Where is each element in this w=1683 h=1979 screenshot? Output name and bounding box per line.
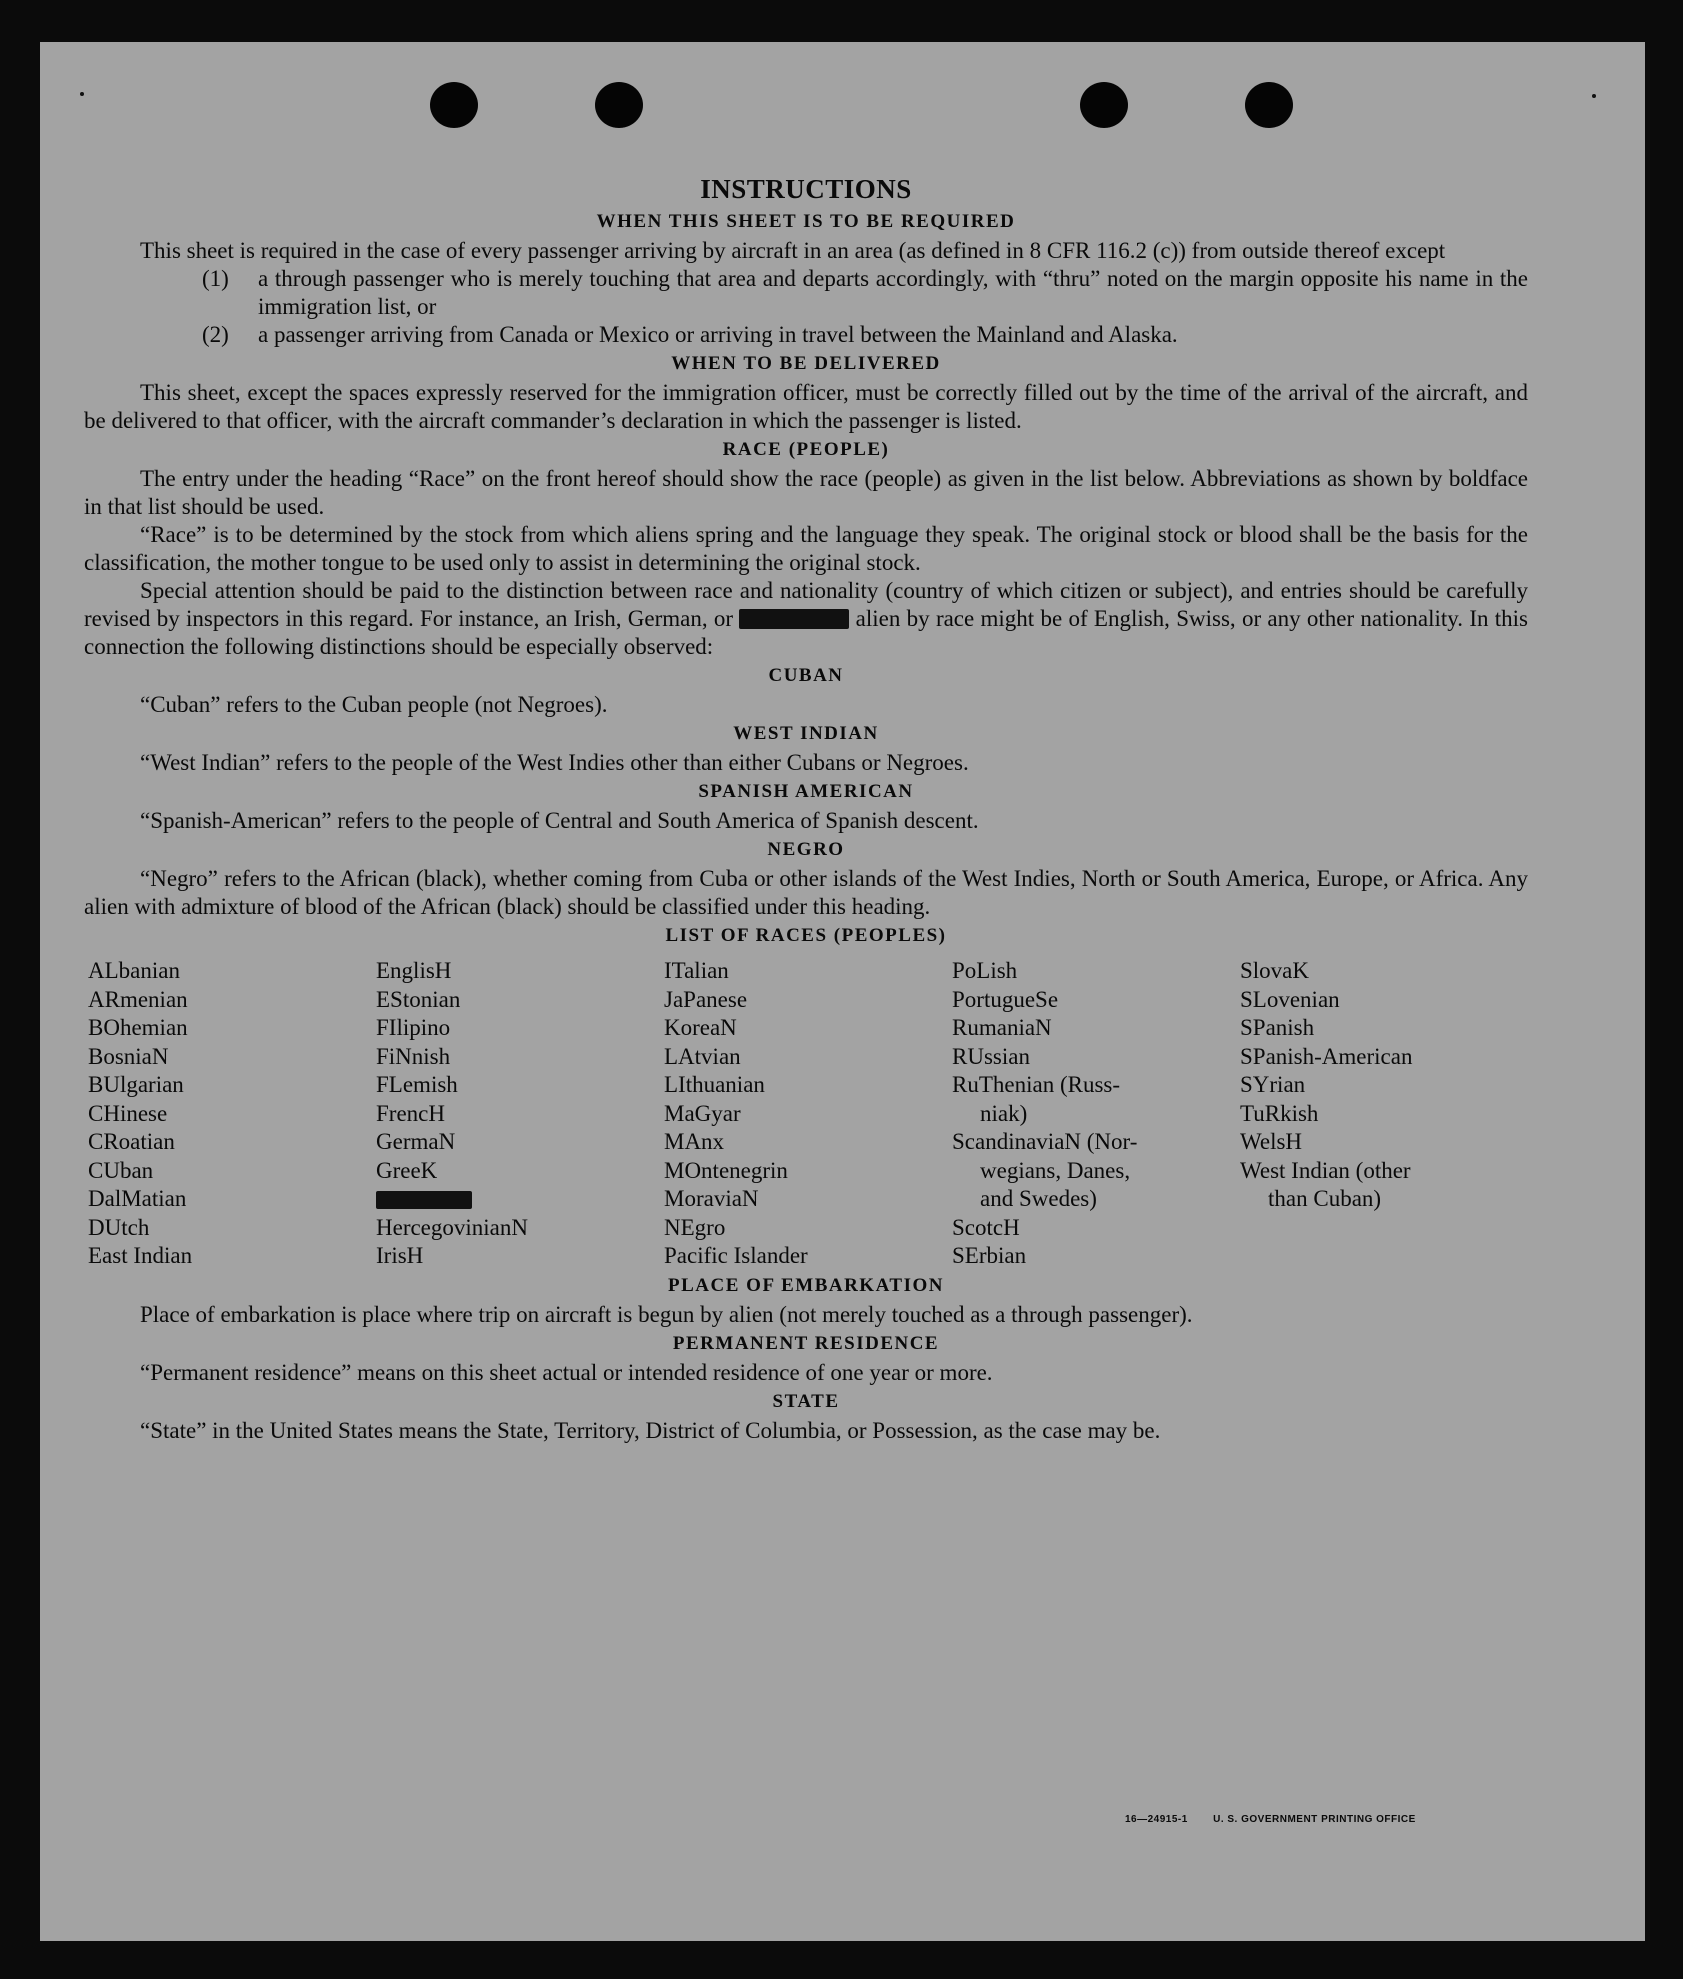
race-entry: TuRkish: [1240, 1100, 1319, 1126]
race-entry: West Indian (other: [1240, 1157, 1411, 1183]
section-heading: STATE: [772, 1390, 840, 1412]
item-number: (1): [202, 266, 229, 291]
instructions-content: [84, 174, 1528, 1445]
race-entry: RuThenian (Russ-: [952, 1072, 1121, 1097]
race-column: [664, 957, 952, 1271]
race-entry: EStonian: [376, 986, 461, 1012]
race-entry: Pacific Islander: [664, 1243, 808, 1268]
punch-hole: [430, 82, 478, 128]
race-entry: MOntenegrin: [664, 1157, 788, 1183]
item-text: a passenger arriving from Canada or Mexico or arriving in travel between the Mainland and Alaska.: [258, 322, 1178, 347]
race-entry: MaGyar: [664, 1100, 741, 1126]
race-entry: PortugueSe: [952, 986, 1059, 1012]
race-entry: MAnx: [664, 1129, 725, 1154]
paragraph-part: alien by race might be of English, Swiss, or any other nationality. In this connection the following distinctions should be especially observed:: [84, 606, 1529, 659]
section-heading: LIST OF RACES (PEOPLES): [665, 925, 947, 946]
redaction-bar: [376, 1191, 472, 1209]
section-heading: PERMANENT RESIDENCE: [672, 1332, 940, 1354]
race-entry: BOhemian: [88, 1015, 188, 1040]
paragraph: This sheet is required in the case of every passenger arriving by aircraft in an area (as defined in 8 CFR 116.2 (c)) from outside thereof except: [140, 238, 1446, 263]
section-heading: NEGRO: [767, 839, 845, 860]
printer-imprint: U. S. GOVERNMENT PRINTING OFFICE: [1213, 1814, 1416, 1825]
item-text: a through passenger who is merely touching that area and departs accordingly, with “thru” noted on the margin opposite his name in the immigration list, or: [258, 266, 1528, 319]
race-entry: MoraviaN: [664, 1186, 759, 1211]
race-entry: SlovaK: [1240, 958, 1309, 983]
item-number: (2): [202, 322, 229, 347]
punch-hole: [595, 82, 643, 128]
race-entry: NEgro: [664, 1214, 726, 1240]
paragraph: “Permanent residence” means on this sheet actual or intended residence of one year or more.: [140, 1359, 993, 1385]
redaction-bar: [739, 609, 849, 629]
section-heading: PLACE OF EMBARKATION: [668, 1274, 944, 1296]
paragraph: “Cuban” refers to the Cuban people (not Negroes).: [140, 692, 608, 717]
race-entry: PoLish: [952, 958, 1018, 983]
punch-hole: [1080, 82, 1128, 128]
race-entry: ScotcH: [952, 1214, 1020, 1240]
race-entry: BUlgarian: [88, 1072, 184, 1097]
paragraph: Place of embarkation is place where trip on aircraft is begun by alien (not merely touched as a through passenger).: [140, 1301, 1193, 1327]
race-entry: DUtch: [88, 1214, 150, 1240]
race-entry: ARmenian: [88, 986, 188, 1012]
form-number: 16—24915-1: [1125, 1814, 1188, 1825]
paragraph: “State” in the United States means the State, Territory, District of Columbia, or Possession, as the case may be.: [140, 1417, 1161, 1443]
race-entry: IrisH: [376, 1243, 424, 1268]
race-entry: LAtvian: [664, 1043, 741, 1069]
race-column: [1240, 957, 1528, 1271]
race-entry: RUssian: [952, 1043, 1030, 1069]
scan-speck: [1592, 94, 1596, 98]
race-entry: BosniaN: [88, 1043, 169, 1069]
race-column: [952, 957, 1240, 1271]
race-entry: ScandinaviaN (Nor-: [952, 1129, 1138, 1154]
race-entry: GreeK: [376, 1157, 438, 1183]
race-entry-continuation: wegians, Danes,: [980, 1157, 1131, 1183]
list-item: [202, 321, 1528, 349]
paragraph: The entry under the heading “Race” on the front hereof should show the race (people) as given in the list below. Abbreviations as shown by boldface in that list should be used.: [84, 466, 1528, 519]
scan-speck: [80, 92, 84, 96]
race-entry: ITalian: [664, 958, 729, 983]
document-sheet: [40, 42, 1645, 1941]
paragraph-part: Special attention should be paid to the distinction between race and nationality (country of which citizen or subject), and entries should be carefully revised by inspectors in this regard. For instance, an Irish, German, or: [84, 578, 1528, 631]
race-entry-continuation: niak): [980, 1100, 1028, 1126]
paragraph: “West Indian” refers to the people of the West Indies other than either Cubans or Negroes.: [140, 750, 969, 775]
race-entry-continuation: and Swedes): [980, 1186, 1097, 1211]
race-entry: RumaniaN: [952, 1015, 1052, 1040]
race-entry: FiNnish: [376, 1043, 451, 1069]
paragraph: This sheet, except the spaces expressly reserved for the immigration officer, must be correctly filled out by the time of the arrival of the aircraft, and be delivered to that officer, with the aircraft commander’s declaration in which the passenger is listed.: [84, 380, 1528, 433]
race-column: [88, 957, 376, 1271]
race-entry: LIthuanian: [664, 1072, 765, 1097]
paragraph: “Negro” refers to the African (black), whether coming from Cuba or other islands of the West Indies, North or South America, Europe, or Africa. Any alien with admixture of blood of the African (black) should be classified under this heading.: [84, 866, 1528, 919]
section-heading: WHEN THIS SHEET IS TO BE REQUIRED: [596, 211, 1016, 232]
print-footer: [1125, 1814, 1438, 1825]
race-entry: SPanish-American: [1240, 1043, 1413, 1069]
race-column: [376, 957, 664, 1271]
race-entry: JaPanese: [664, 986, 748, 1012]
race-entry: CUban: [88, 1157, 154, 1183]
section-heading: WEST INDIAN: [733, 723, 879, 744]
punch-hole: [1245, 82, 1293, 128]
section-heading: WHEN TO BE DELIVERED: [671, 353, 941, 374]
race-entry: DalMatian: [88, 1186, 187, 1211]
race-entry: CHinese: [88, 1100, 168, 1126]
race-entry: FLemish: [376, 1072, 458, 1097]
race-entry: SPanish: [1240, 1015, 1315, 1040]
section-heading: RACE (PEOPLE): [722, 439, 890, 460]
race-entry: FIlipino: [376, 1015, 451, 1040]
paragraph: “Spanish-American” refers to the people of Central and South America of Spanish descent.: [140, 808, 979, 833]
race-entry: WelsH: [1240, 1129, 1303, 1154]
race-entry: EnglisH: [376, 958, 452, 983]
race-list: [88, 957, 1528, 1271]
race-entry: CRoatian: [88, 1129, 175, 1154]
race-entry-redacted: [376, 1185, 664, 1214]
race-entry: FrencH: [376, 1100, 445, 1126]
race-entry: KoreaN: [664, 1015, 737, 1040]
race-entry-continuation: than Cuban): [1268, 1186, 1382, 1211]
paragraph: “Race” is to be determined by the stock from which aliens spring and the language they speak. The original stock or blood shall be the basis for the classification, the mother tongue to be used only to assist in determining the original stock.: [84, 522, 1528, 575]
race-entry: HercegovinianN: [376, 1214, 528, 1240]
race-entry: ALbanian: [88, 958, 180, 983]
section-heading: SPANISH AMERICAN: [698, 781, 914, 802]
race-entry: GermaN: [376, 1129, 456, 1154]
section-heading: CUBAN: [768, 665, 844, 686]
race-entry: SErbian: [952, 1243, 1027, 1268]
race-entry: East Indian: [88, 1243, 193, 1268]
race-entry: SYrian: [1240, 1072, 1306, 1097]
paragraph: [84, 577, 1528, 661]
list-item: [202, 265, 1528, 321]
page-title: INSTRUCTIONS: [700, 174, 912, 204]
race-entry: SLovenian: [1240, 986, 1340, 1012]
